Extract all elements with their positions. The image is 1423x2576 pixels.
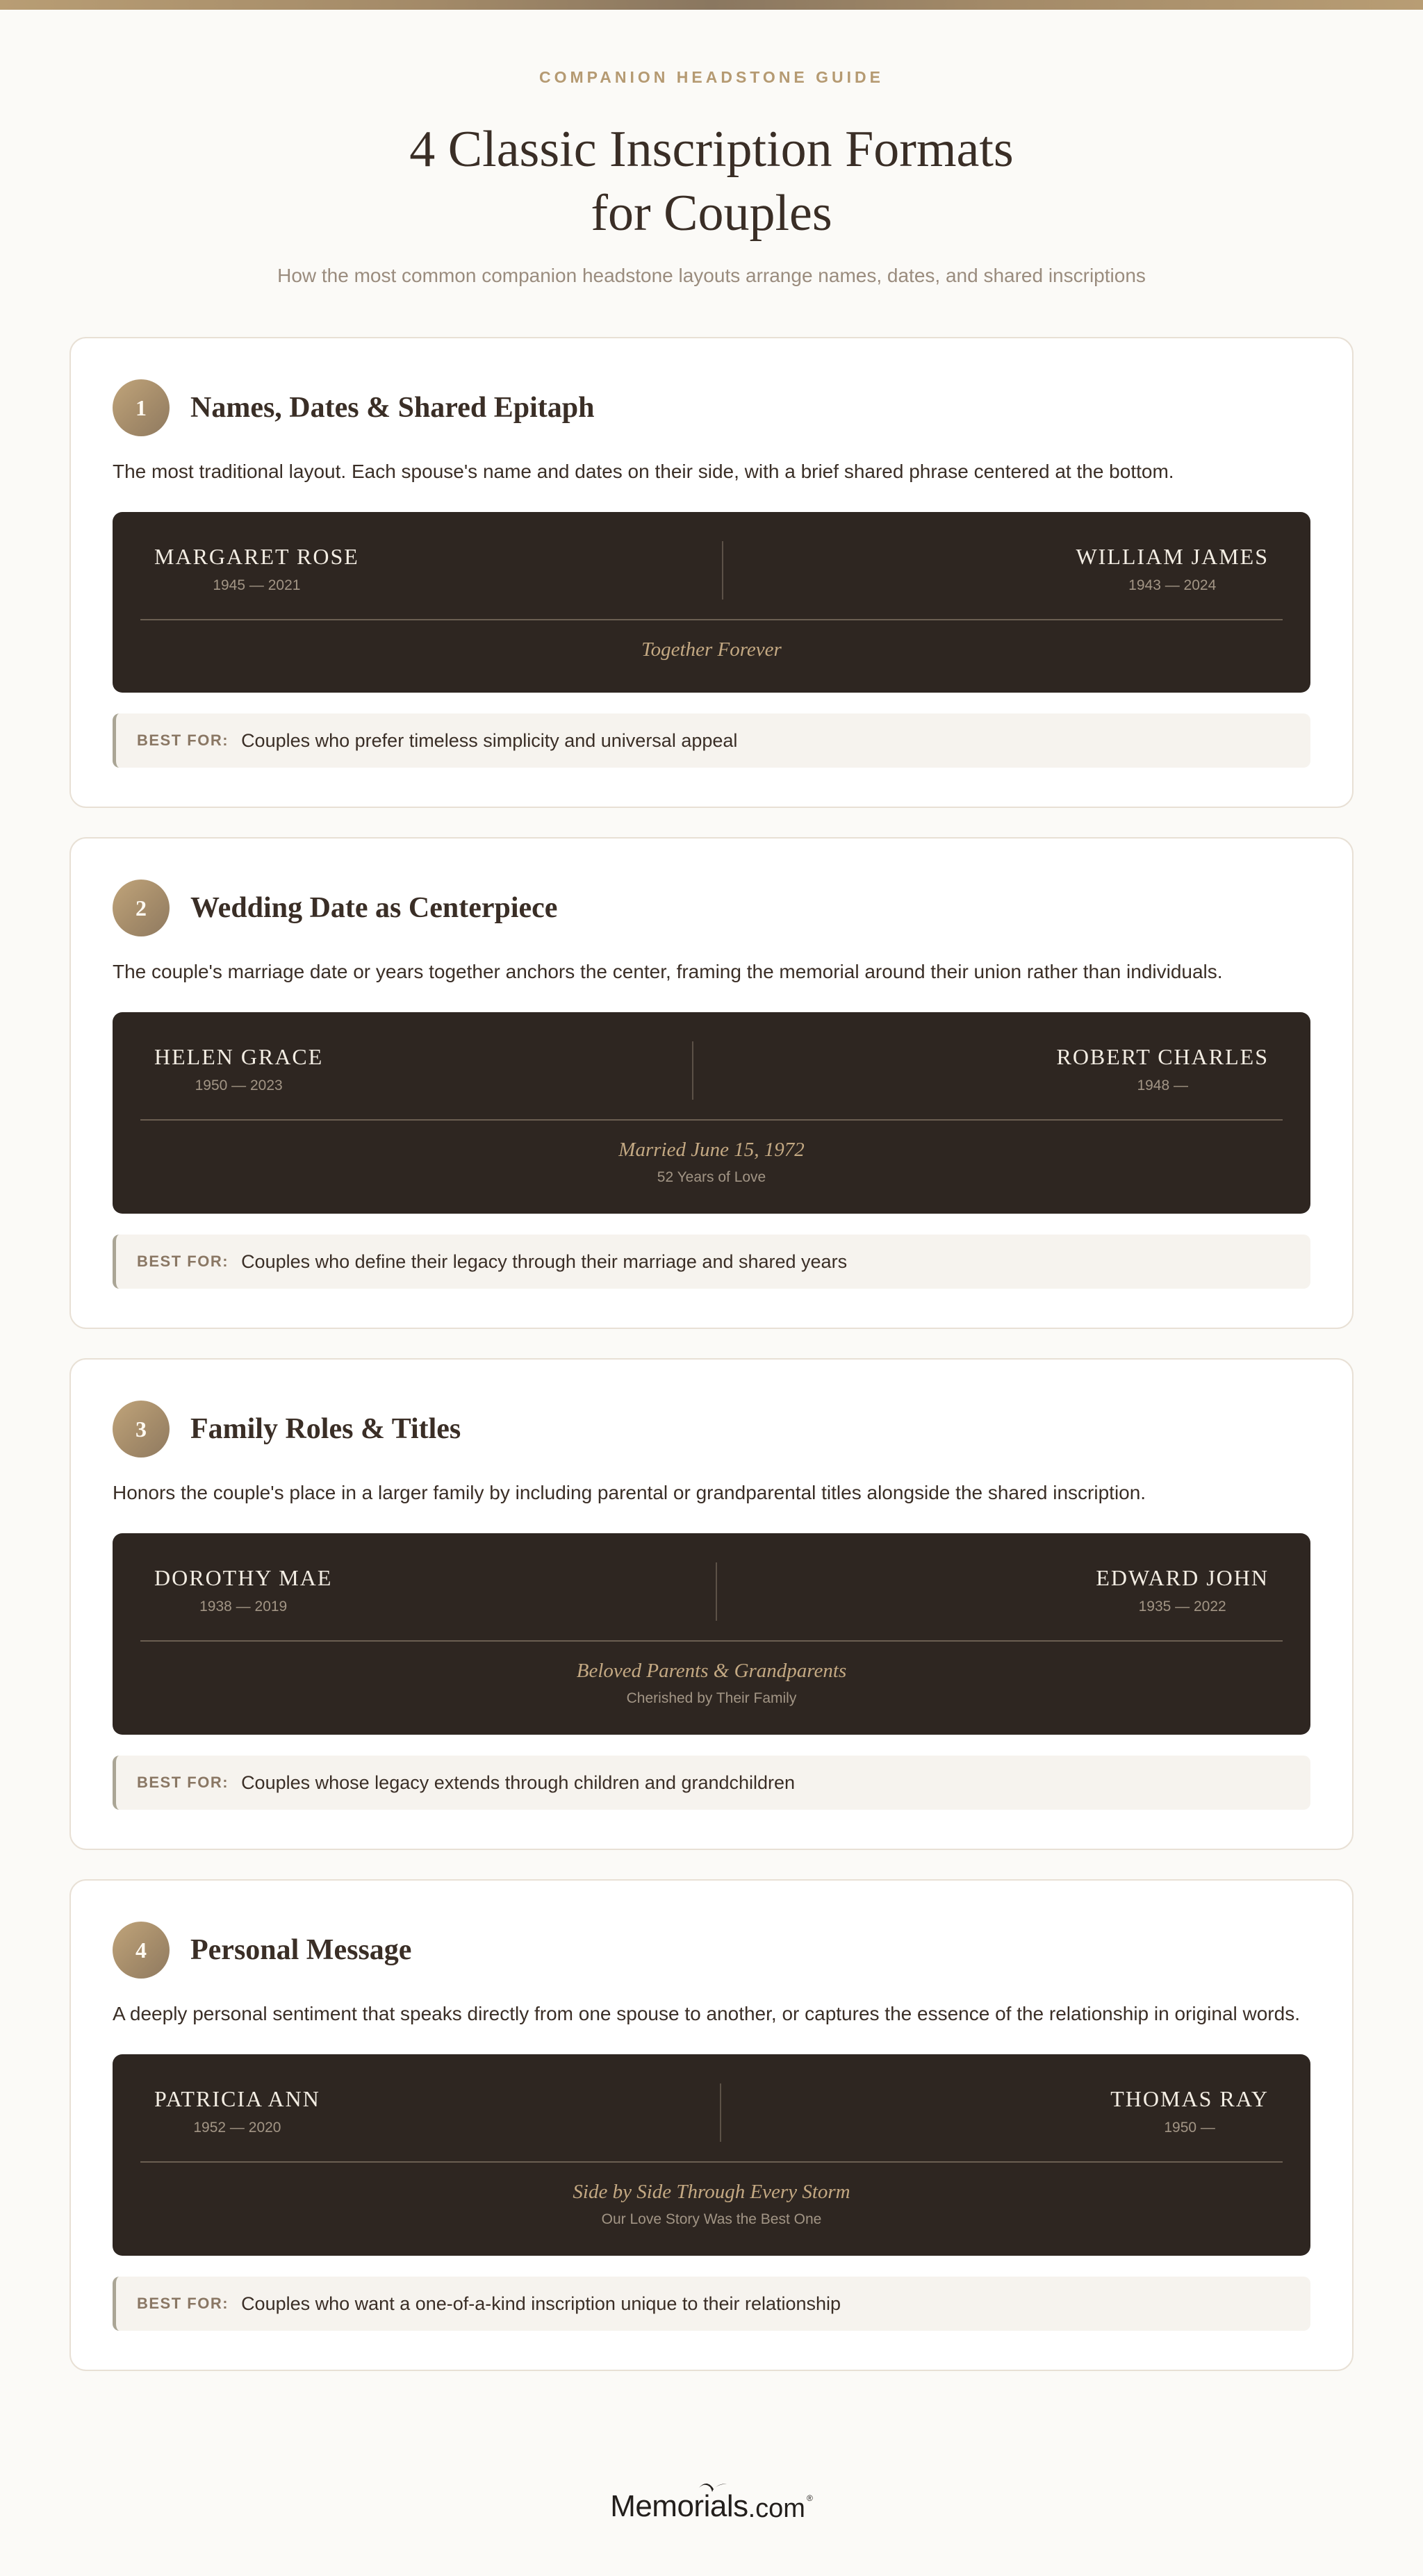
title-line-2: for Couples — [591, 185, 832, 242]
best-for-callout — [113, 713, 1310, 768]
card-header — [113, 379, 1310, 437]
number-badge: 3 — [113, 1401, 170, 1458]
card-header — [113, 1921, 1310, 1979]
card-header — [113, 1400, 1310, 1458]
format-card-3 — [69, 1358, 1354, 1850]
best-for-text: Couples who want a one-of-a-kind inscription unique to their relationship — [241, 2293, 841, 2314]
spouse-right — [1076, 543, 1269, 602]
memorials-logo[interactable] — [610, 2489, 813, 2524]
number-badge: 1 — [113, 379, 170, 436]
best-for-label: BEST FOR: — [137, 1774, 229, 1791]
spouse-name: MARGARET ROSE — [154, 544, 359, 569]
spouse-name: WILLIAM JAMES — [1076, 544, 1269, 569]
best-for-text: Couples who prefer timeless simplicity and universal appeal — [241, 729, 738, 751]
best-for-callout — [113, 1235, 1310, 1289]
center-divider — [720, 2083, 721, 2142]
bird-icon — [699, 2481, 727, 2493]
spouse-dates: 1948 — — [1137, 1078, 1189, 1093]
card-description: The couple's marriage date or years together anchors the center, framing the memorial around their union rather than individuals. — [113, 961, 1223, 982]
spouse-dates: 1945 — 2021 — [213, 577, 301, 593]
headstone-names-row — [154, 543, 1269, 602]
card-description: Honors the couple's place in a larger family by including parental or grandparental titles alongside the shared inscription. — [113, 1482, 1146, 1503]
epitaph: Beloved Parents & Grandparents — [576, 1660, 847, 1682]
spouse-dates: 1943 — 2024 — [1128, 577, 1217, 593]
headstone-preview — [113, 1533, 1310, 1735]
card-title: Family Roles & Titles — [190, 1413, 461, 1445]
headstone-names-row — [154, 1564, 1269, 1624]
shared-inscription — [154, 1642, 1269, 1735]
best-for-label: BEST FOR: — [137, 732, 229, 749]
epitaph: Side by Side Through Every Storm — [573, 2181, 850, 2203]
card-header — [113, 879, 1310, 937]
spouse-left — [154, 2085, 320, 2145]
best-for-callout — [113, 1756, 1310, 1810]
spouse-dates: 1950 — — [1164, 2120, 1215, 2136]
spouse-name: EDWARD JOHN — [1096, 1565, 1269, 1590]
headstone-preview — [113, 2054, 1310, 2256]
spouse-name: THOMAS RAY — [1110, 2086, 1269, 2111]
eyebrow-label: COMPANION HEADSTONE GUIDE — [538, 68, 884, 86]
number-badge: 2 — [113, 880, 170, 936]
card-title: Wedding Date as Centerpiece — [190, 892, 558, 924]
format-cards — [0, 337, 1423, 2371]
page-title — [0, 117, 1423, 245]
top-accent-bar — [0, 0, 1423, 10]
spouse-right — [1056, 1043, 1269, 1103]
headstone-preview — [113, 1012, 1310, 1214]
page-footer — [0, 2400, 1423, 2566]
epitaph-subline: Cherished by Their Family — [626, 1690, 797, 1706]
card-title: Personal Message — [190, 1934, 412, 1966]
page-subtitle: How the most common companion headstone layouts arrange names, dates, and shared inscriptions — [277, 265, 1146, 286]
epitaph: Married June 15, 1972 — [618, 1139, 805, 1161]
spouse-left — [154, 543, 359, 602]
spouse-right — [1110, 2085, 1269, 2145]
logo-wordmark: Memorials — [610, 2489, 748, 2523]
best-for-text: Couples who define their legacy through their marriage and shared years — [241, 1250, 848, 1272]
title-line-1: 4 Classic Inscription Formats — [409, 121, 1014, 178]
spouse-right — [1096, 1564, 1269, 1624]
spouse-dates: 1952 — 2020 — [193, 2120, 281, 2136]
best-for-callout — [113, 2277, 1310, 2331]
headstone-names-row — [154, 2085, 1269, 2145]
format-card-1 — [69, 337, 1354, 808]
card-title: Names, Dates & Shared Epitaph — [190, 392, 595, 424]
center-divider — [716, 1562, 717, 1621]
shared-inscription — [154, 620, 1269, 693]
center-divider — [722, 541, 723, 600]
spouse-name: ROBERT CHARLES — [1056, 1044, 1269, 1069]
number-badge: 4 — [113, 1922, 170, 1979]
spouse-name: HELEN GRACE — [154, 1044, 324, 1069]
spouse-dates: 1938 — 2019 — [199, 1599, 288, 1615]
page-header — [0, 10, 1423, 287]
headstone-names-row — [154, 1043, 1269, 1103]
best-for-text: Couples whose legacy extends through children and grandchildren — [241, 1772, 796, 1793]
epitaph-subline: 52 Years of Love — [657, 1169, 766, 1185]
spouse-name: PATRICIA ANN — [154, 2086, 320, 2111]
format-card-2 — [69, 837, 1354, 1329]
best-for-label: BEST FOR: — [137, 2295, 229, 2312]
epitaph-subline: Our Love Story Was the Best One — [601, 2211, 822, 2227]
registered-mark: ® — [806, 2493, 813, 2503]
logo-tld: .com — [748, 2494, 805, 2523]
best-for-label: BEST FOR: — [137, 1253, 229, 1270]
spouse-name: DOROTHY MAE — [154, 1565, 333, 1590]
headstone-preview — [113, 512, 1310, 693]
shared-inscription — [154, 1121, 1269, 1214]
format-card-4 — [69, 1879, 1354, 2371]
spouse-dates: 1935 — 2022 — [1138, 1599, 1226, 1615]
card-description: The most traditional layout. Each spouse's name and dates on their side, with a brief shared phrase centered at the bottom. — [113, 461, 1174, 482]
spouse-left — [154, 1043, 323, 1103]
card-description: A deeply personal sentiment that speaks directly from one spouse to another, or captures the essence of the relationship in original words. — [113, 2003, 1300, 2024]
spouse-dates: 1950 — 2023 — [195, 1078, 283, 1093]
shared-inscription — [154, 2163, 1269, 2256]
epitaph: Together Forever — [641, 638, 782, 661]
center-divider — [692, 1041, 693, 1100]
spouse-left — [154, 1564, 332, 1624]
